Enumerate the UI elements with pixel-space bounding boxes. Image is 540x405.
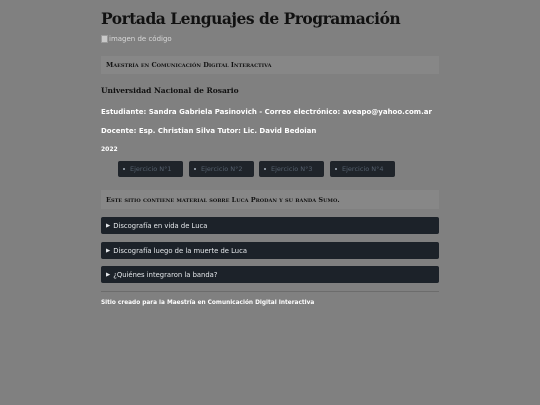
- year-label: 2022: [101, 146, 118, 153]
- section-discography-alive[interactable]: [101, 217, 439, 234]
- image-alt-text: imagen de código: [109, 35, 172, 43]
- exercise-2-button[interactable]: [189, 161, 254, 177]
- content-banner: [101, 190, 439, 209]
- section-discography-posthumous[interactable]: [101, 242, 439, 259]
- exercise-label: Ejercicio N°2: [201, 165, 243, 173]
- content-banner-text: Este sitio contiene material sobre Luca Prodan y su banda Sumo.: [106, 195, 340, 204]
- section-summary: Discografía en vida de Luca: [113, 221, 208, 230]
- bullet-icon: [123, 168, 125, 170]
- exercise-label: Ejercicio N°1: [130, 165, 172, 173]
- exercise-1-button[interactable]: [118, 161, 183, 177]
- exercise-label: Ejercicio N°4: [342, 165, 384, 173]
- exercise-4-button[interactable]: [330, 161, 395, 177]
- program-banner: [101, 56, 439, 74]
- code-image: [101, 35, 172, 43]
- section-summary: Discografía luego de la muerte de Luca: [113, 246, 248, 255]
- teacher-info: Docente: Esp. Christian Silva Tutor: Lic. David Bedoian: [101, 127, 317, 135]
- section-band-members[interactable]: [101, 266, 439, 283]
- bullet-icon: [194, 168, 196, 170]
- footer-text: Sitio creado para la Maestría en Comunicación Digital Interactiva: [101, 300, 315, 306]
- triangle-right-icon: ▶: [106, 222, 111, 229]
- bullet-icon: [335, 168, 337, 170]
- divider: [101, 291, 439, 292]
- triangle-right-icon: ▶: [106, 247, 111, 254]
- section-summary: ¿Quiénes integraron la banda?: [113, 270, 218, 279]
- exercise-3-button[interactable]: [259, 161, 324, 177]
- exercise-label: Ejercicio N°3: [271, 165, 313, 173]
- program-banner-text: Maestría en Comunicación Digital Interactiva: [106, 61, 272, 69]
- page-title: Portada Lenguajes de Programación: [101, 9, 401, 28]
- institution-name: Universidad Nacional de Rosario: [101, 86, 239, 95]
- student-info: Estudiante: Sandra Gabriela Pasinovich - Correo electrónico: aveapo@yahoo.com.ar: [101, 108, 432, 116]
- triangle-right-icon: ▶: [106, 271, 111, 278]
- bullet-icon: [264, 168, 266, 170]
- broken-image-icon: [101, 35, 108, 43]
